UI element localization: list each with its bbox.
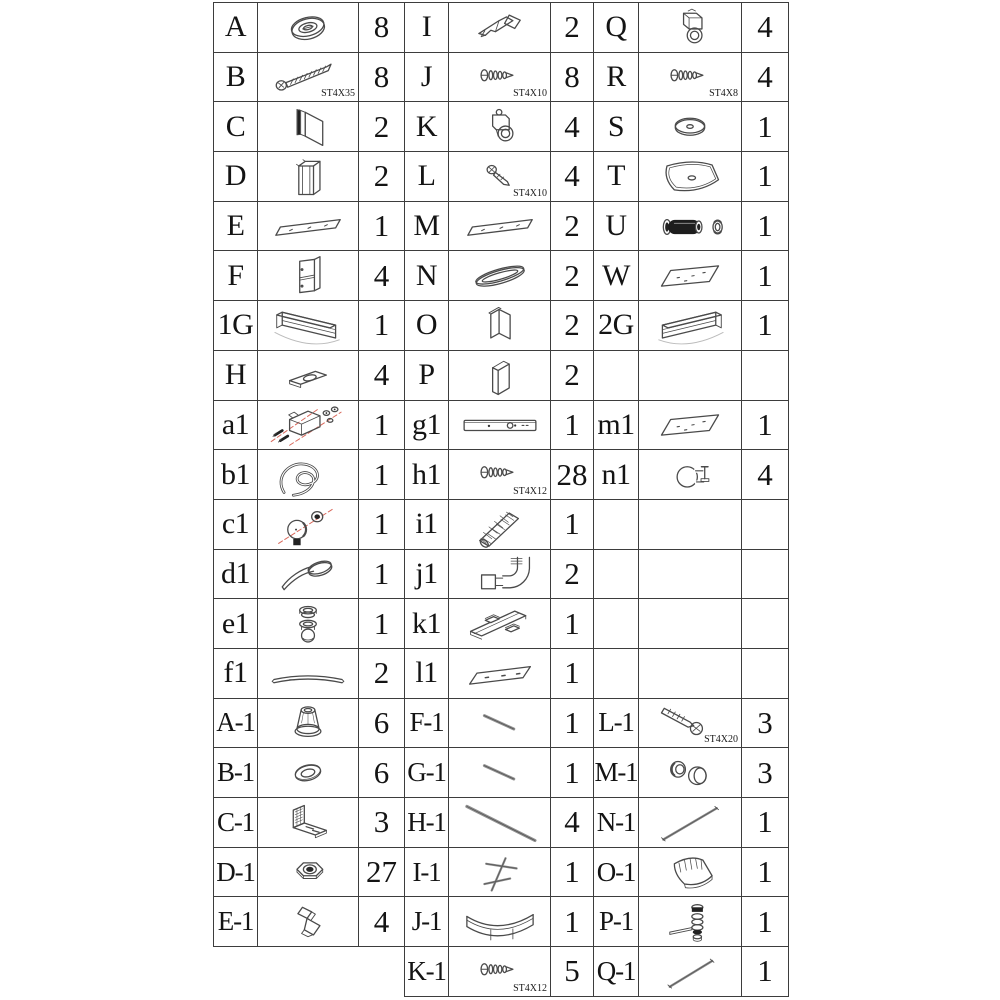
part-qty-cell: 1 (742, 897, 789, 947)
angle-bracket-icon (258, 800, 358, 846)
parts-table (213, 2, 789, 997)
table-row (214, 52, 789, 102)
empty-image-cell (639, 499, 742, 549)
screw-size-label: ST4X10 (513, 187, 547, 199)
screw-size-label: ST4X12 (513, 982, 547, 994)
part-code-cell: L-1 (594, 698, 639, 748)
t-frame-icon (449, 850, 550, 896)
corner-channel-icon (449, 353, 550, 399)
part-code-cell: c1 (214, 499, 258, 549)
part-image-cell (449, 798, 551, 848)
part-image-cell (449, 201, 551, 251)
part-qty-cell: 3 (742, 698, 789, 748)
table-row (214, 400, 789, 450)
oval-gasket-icon (258, 5, 358, 51)
roller-caps-icon (639, 750, 741, 796)
empty-image-cell (639, 648, 742, 698)
part-image-cell (639, 152, 742, 202)
part-code-cell: j1 (405, 549, 449, 599)
part-code-cell: J (405, 52, 449, 102)
part-code-cell: N-1 (594, 798, 639, 848)
part-image-cell (449, 897, 551, 947)
part-image-cell (639, 798, 742, 848)
spring-stack-icon (639, 899, 741, 945)
empty-qty-cell (742, 599, 789, 649)
part-image-cell (639, 52, 742, 102)
part-image-cell (258, 400, 359, 450)
screw-size-label: ST4X12 (513, 485, 547, 497)
plate-with-holes-icon (449, 651, 550, 697)
part-image-cell (258, 897, 359, 947)
part-image-cell (449, 3, 551, 53)
mesh-hose-icon (449, 502, 550, 548)
part-qty-cell: 1 (359, 599, 405, 649)
shower-tray-icon (639, 154, 741, 200)
table-row (214, 350, 789, 400)
part-code-cell: D (214, 152, 258, 202)
part-code-cell: O-1 (594, 847, 639, 897)
short-rod-icon (449, 700, 550, 746)
channel-profile-icon (258, 154, 358, 200)
table-row (214, 549, 789, 599)
corner-shelf-icon (639, 850, 741, 896)
part-image-cell (639, 748, 742, 798)
empty-code-cell (594, 648, 639, 698)
part-image-cell (258, 599, 359, 649)
part-code-cell: C-1 (214, 798, 258, 848)
part-code-cell: D-1 (214, 847, 258, 897)
part-qty-cell: 1 (742, 102, 789, 152)
part-code-cell: O (405, 301, 449, 351)
part-code-cell: Q (594, 3, 639, 53)
table-row (214, 698, 789, 748)
wall-profile-icon (258, 253, 358, 299)
part-qty-cell: 2 (551, 549, 594, 599)
part-code-cell: R (594, 52, 639, 102)
part-code-cell: l1 (405, 648, 449, 698)
part-code-cell: F-1 (405, 698, 449, 748)
part-code-cell: E-1 (214, 897, 258, 947)
part-code-cell: d1 (214, 549, 258, 599)
part-code-cell: g1 (405, 400, 449, 450)
part-image-cell (639, 3, 742, 53)
clip-plate-icon (258, 353, 358, 399)
screw-size-label: ST4X20 (704, 734, 738, 746)
part-image-cell (639, 400, 742, 450)
empty-image-cell (639, 599, 742, 649)
part-qty-cell: 4 (742, 450, 789, 500)
seal-profile-icon (449, 5, 550, 51)
part-image-cell (258, 102, 359, 152)
part-qty-cell: 2 (551, 251, 594, 301)
part-code-cell: B-1 (214, 748, 258, 798)
part-qty-cell: 1 (551, 499, 594, 549)
empty-qty-cell (742, 499, 789, 549)
bottom-rail-left-icon (258, 303, 358, 349)
part-qty-cell: 1 (551, 897, 594, 947)
table-row (214, 599, 789, 649)
part-code-cell: U (594, 201, 639, 251)
thin-rod-icon (639, 800, 741, 846)
ring-clamp-icon (639, 452, 741, 498)
part-code-cell: I-1 (405, 847, 449, 897)
table-row (214, 201, 789, 251)
elbow-pipe-icon (449, 551, 550, 597)
part-image-cell (449, 947, 551, 997)
screw-size-label: ST4X10 (513, 88, 547, 100)
absent-area (359, 947, 405, 997)
valve-assembly-icon (258, 402, 358, 448)
bar-with-holes-icon (449, 402, 550, 448)
round-disc-icon (639, 104, 741, 150)
part-image-cell (449, 599, 551, 649)
part-qty-cell: 1 (551, 847, 594, 897)
part-qty-cell: 1 (742, 798, 789, 848)
absent-area (258, 947, 359, 997)
part-image-cell (449, 152, 551, 202)
oval-handle-icon (449, 253, 550, 299)
part-qty-cell: 1 (359, 301, 405, 351)
part-code-cell: K (405, 102, 449, 152)
part-image-cell (258, 350, 359, 400)
part-qty-cell: 2 (551, 201, 594, 251)
part-code-cell: 1G (214, 301, 258, 351)
part-image-cell (449, 350, 551, 400)
part-image-cell (639, 450, 742, 500)
part-image-cell (258, 251, 359, 301)
part-image-cell (449, 847, 551, 897)
part-code-cell: b1 (214, 450, 258, 500)
part-qty-cell: 4 (359, 897, 405, 947)
single-roller-icon (449, 104, 550, 150)
part-image-cell (449, 648, 551, 698)
part-qty-cell: 4 (551, 798, 594, 848)
part-code-cell: A (214, 3, 258, 53)
absent-area (214, 947, 258, 997)
shower-handset-icon (258, 551, 358, 597)
part-qty-cell: 1 (359, 400, 405, 450)
part-qty-cell: 2 (551, 301, 594, 351)
part-code-cell: 2G (594, 301, 639, 351)
empty-qty-cell (742, 350, 789, 400)
flat-strip-icon (258, 204, 358, 250)
part-image-cell (639, 847, 742, 897)
part-qty-cell: 8 (551, 52, 594, 102)
empty-code-cell (594, 350, 639, 400)
part-qty-cell: 1 (742, 400, 789, 450)
empty-image-cell (639, 350, 742, 400)
part-qty-cell: 1 (742, 847, 789, 897)
flat-panel-icon (639, 253, 741, 299)
part-code-cell: B (214, 52, 258, 102)
table-row (214, 798, 789, 848)
part-qty-cell: 2 (551, 350, 594, 400)
part-code-cell: G-1 (405, 748, 449, 798)
part-qty-cell: 4 (551, 152, 594, 202)
part-code-cell: a1 (214, 400, 258, 450)
part-qty-cell: 1 (359, 450, 405, 500)
table-row (214, 897, 789, 947)
part-qty-cell: 1 (742, 201, 789, 251)
bottom-rail-right-icon (639, 303, 741, 349)
part-code-cell: E (214, 201, 258, 251)
part-code-cell: L (405, 152, 449, 202)
curved-bar-icon (258, 651, 358, 697)
part-qty-cell: 1 (551, 599, 594, 649)
table-row (214, 748, 789, 798)
part-image-cell (258, 201, 359, 251)
table-row (214, 102, 789, 152)
part-image-cell (449, 102, 551, 152)
part-qty-cell: 1 (551, 648, 594, 698)
part-image-cell (258, 798, 359, 848)
corner-angle-icon (449, 303, 550, 349)
part-qty-cell: 1 (551, 748, 594, 798)
hinge-clip-icon (258, 899, 358, 945)
part-code-cell: H-1 (405, 798, 449, 848)
table-row (214, 152, 789, 202)
part-code-cell: P-1 (594, 897, 639, 947)
part-qty-cell: 27 (359, 847, 405, 897)
part-qty-cell: 3 (742, 748, 789, 798)
part-image-cell (258, 748, 359, 798)
knob-assembly-icon (258, 502, 358, 548)
part-code-cell: J-1 (405, 897, 449, 947)
part-qty-cell: 1 (742, 152, 789, 202)
part-code-cell: T (594, 152, 639, 202)
part-qty-cell: 2 (359, 152, 405, 202)
part-qty-cell: 4 (742, 52, 789, 102)
empty-code-cell (594, 599, 639, 649)
long-rod-icon (449, 800, 550, 846)
part-code-cell: n1 (594, 450, 639, 500)
cone-foot-icon (258, 700, 358, 746)
table-row (214, 947, 789, 997)
part-image-cell (449, 450, 551, 500)
part-image-cell (258, 301, 359, 351)
part-image-cell (449, 499, 551, 549)
table-row (214, 499, 789, 549)
part-image-cell (258, 52, 359, 102)
part-qty-cell: 1 (551, 400, 594, 450)
part-code-cell: K-1 (405, 947, 449, 997)
part-code-cell: m1 (594, 400, 639, 450)
part-code-cell: h1 (405, 450, 449, 500)
empty-image-cell (639, 549, 742, 599)
part-code-cell: e1 (214, 599, 258, 649)
part-image-cell (449, 251, 551, 301)
part-qty-cell: 2 (551, 3, 594, 53)
hose-loop-icon (258, 452, 358, 498)
part-qty-cell: 8 (359, 52, 405, 102)
part-code-cell: M (405, 201, 449, 251)
part-qty-cell: 2 (359, 102, 405, 152)
table-row (214, 3, 789, 53)
part-qty-cell: 5 (551, 947, 594, 997)
part-image-cell (639, 698, 742, 748)
part-code-cell: N (405, 251, 449, 301)
part-qty-cell: 28 (551, 450, 594, 500)
part-image-cell (449, 400, 551, 450)
part-code-cell: P (405, 350, 449, 400)
empty-qty-cell (742, 648, 789, 698)
table-row (214, 648, 789, 698)
part-image-cell (639, 201, 742, 251)
thin-rod-short-icon (639, 949, 741, 995)
part-image-cell (258, 549, 359, 599)
part-image-cell (258, 648, 359, 698)
empty-code-cell (594, 499, 639, 549)
part-code-cell: A-1 (214, 698, 258, 748)
table-row (214, 450, 789, 500)
part-qty-cell: 1 (551, 698, 594, 748)
table-row (214, 301, 789, 351)
part-image-cell (258, 698, 359, 748)
rail-bracket-icon (449, 601, 550, 647)
part-code-cell: f1 (214, 648, 258, 698)
curved-panel-icon (449, 899, 550, 945)
part-image-cell (258, 152, 359, 202)
part-code-cell: M-1 (594, 748, 639, 798)
screw-size-label: ST4X35 (321, 88, 355, 100)
part-image-cell (639, 947, 742, 997)
part-qty-cell: 6 (359, 748, 405, 798)
part-qty-cell: 6 (359, 698, 405, 748)
part-qty-cell: 4 (742, 3, 789, 53)
part-qty-cell: 4 (551, 102, 594, 152)
stopper-stack-icon (258, 601, 358, 647)
part-image-cell (449, 301, 551, 351)
hex-nut-icon (258, 850, 358, 896)
part-image-cell (639, 251, 742, 301)
part-qty-cell: 1 (742, 947, 789, 997)
part-code-cell: k1 (405, 599, 449, 649)
part-image-cell (639, 897, 742, 947)
part-image-cell (449, 549, 551, 599)
table-row (214, 847, 789, 897)
part-image-cell (449, 698, 551, 748)
table-row (214, 251, 789, 301)
empty-code-cell (594, 549, 639, 599)
part-code-cell: F (214, 251, 258, 301)
part-code-cell: i1 (405, 499, 449, 549)
part-image-cell (258, 499, 359, 549)
part-code-cell: H (214, 350, 258, 400)
empty-qty-cell (742, 549, 789, 599)
part-qty-cell: 1 (359, 201, 405, 251)
part-image-cell (258, 450, 359, 500)
part-code-cell: I (405, 3, 449, 53)
part-qty-cell: 4 (359, 251, 405, 301)
part-qty-cell: 8 (359, 3, 405, 53)
tube-and-nut-icon (639, 204, 741, 250)
part-qty-cell: 1 (742, 251, 789, 301)
part-qty-cell: 1 (742, 301, 789, 351)
screw-size-label: ST4X8 (709, 88, 738, 100)
part-code-cell: S (594, 102, 639, 152)
part-code-cell: W (594, 251, 639, 301)
part-image-cell (449, 52, 551, 102)
roller-block-icon (639, 5, 741, 51)
part-code-cell: C (214, 102, 258, 152)
short-rod-icon (449, 750, 550, 796)
part-image-cell (258, 3, 359, 53)
oval-washer-icon (258, 750, 358, 796)
part-qty-cell: 1 (359, 549, 405, 599)
flat-strip-icon (449, 204, 550, 250)
part-image-cell (639, 301, 742, 351)
part-image-cell (449, 748, 551, 798)
part-qty-cell: 4 (359, 350, 405, 400)
part-image-cell (258, 847, 359, 897)
part-image-cell (639, 102, 742, 152)
flat-panel-icon (639, 402, 741, 448)
part-qty-cell: 3 (359, 798, 405, 848)
part-code-cell: Q-1 (594, 947, 639, 997)
part-qty-cell: 2 (359, 648, 405, 698)
part-qty-cell: 1 (359, 499, 405, 549)
glass-seal-strip-icon (258, 104, 358, 150)
